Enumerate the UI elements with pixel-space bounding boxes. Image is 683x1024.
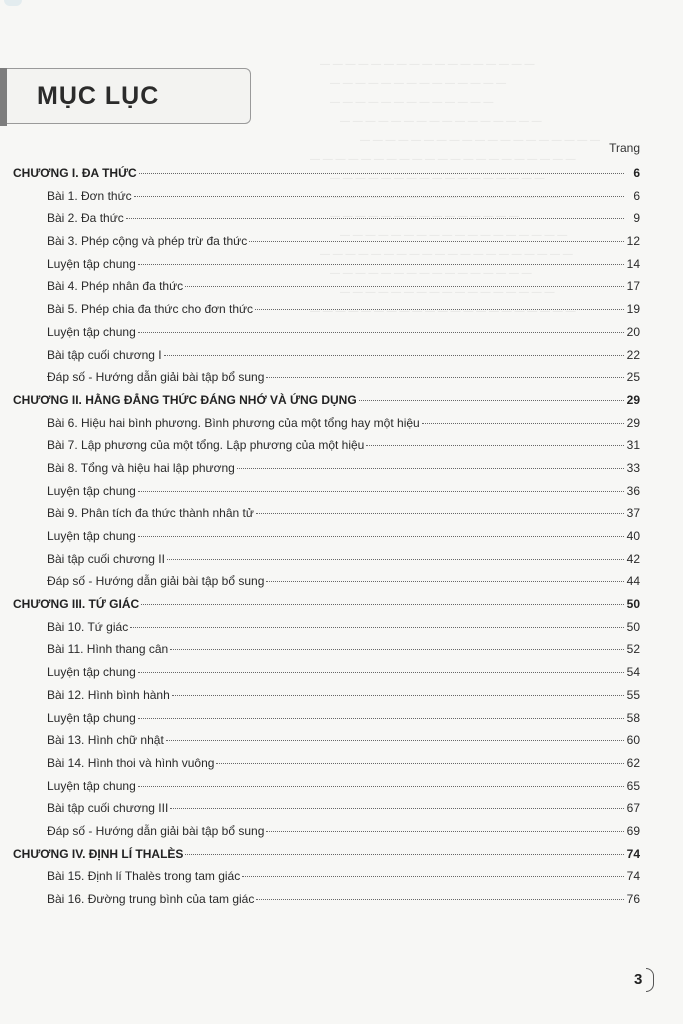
toc-entry-page: 29 (626, 392, 640, 407)
toc-entry-label: Bài tập cuối chương III (47, 801, 169, 816)
toc-lesson-entry[interactable] (13, 642, 640, 665)
toc-entry-label: CHƯƠNG III. TỨ GIÁC (13, 597, 140, 612)
toc-lesson-entry[interactable] (13, 665, 640, 688)
toc-lesson-entry[interactable] (13, 892, 640, 915)
dot-leader (138, 786, 624, 787)
toc-entry-page: 33 (626, 460, 640, 475)
toc-entry-label: Bài 14. Hình thoi và hình vuông (47, 755, 215, 770)
toc-chapter-entry[interactable] (13, 393, 640, 416)
toc-entry-label: Đáp số - Hướng dẫn giải bài tập bổ sung (47, 823, 265, 838)
toc-entry-page: 22 (626, 347, 640, 362)
toc-chapter-entry[interactable] (13, 597, 640, 620)
toc-entry-page: 69 (626, 823, 640, 838)
toc-entry-page: 44 (626, 574, 640, 589)
dot-leader (170, 808, 624, 809)
toc-lesson-entry[interactable] (13, 711, 640, 734)
page-number-bracket (646, 968, 654, 992)
toc-lesson-entry[interactable] (13, 620, 640, 643)
toc-entry-label: Bài 3. Phép cộng và phép trừ đa thức (47, 234, 248, 249)
toc-entry-page: 74 (626, 869, 640, 884)
toc-entry-label: Bài 5. Phép chia đa thức cho đơn thức (47, 302, 254, 317)
toc-entry-label: Bài 9. Phân tích đa thức thành nhân tử (47, 506, 254, 521)
dot-leader (138, 491, 624, 492)
toc-entry-page: 58 (626, 710, 640, 725)
toc-lesson-entry[interactable] (13, 234, 640, 257)
dot-leader (138, 536, 624, 537)
dot-leader (366, 445, 624, 446)
dot-leader (256, 513, 624, 514)
dot-leader (139, 173, 624, 174)
dot-leader (422, 423, 624, 424)
table-of-contents (13, 166, 640, 915)
toc-entry-label: CHƯƠNG IV. ĐỊNH LÍ THALÈS (13, 846, 184, 861)
toc-entry-label: Bài 4. Phép nhân đa thức (47, 279, 184, 294)
toc-entry-label: Luyện tập chung (47, 256, 136, 271)
toc-chapter-entry[interactable] (13, 166, 640, 189)
toc-entry-page: 29 (626, 415, 640, 430)
toc-entry-label: Bài 11. Hình thang cân (47, 642, 169, 657)
toc-entry-page: 42 (626, 551, 640, 566)
toc-entry-page: 52 (626, 642, 640, 657)
dot-leader (172, 695, 624, 696)
toc-entry-page: 76 (626, 892, 640, 906)
toc-entry-page: 25 (626, 370, 640, 385)
corner-decoration (4, 0, 22, 6)
toc-chapter-entry[interactable] (13, 847, 640, 870)
toc-entry-page: 54 (626, 665, 640, 680)
toc-entry-page: 50 (626, 597, 640, 612)
toc-entry-label: Đáp số - Hướng dẫn giải bài tập bổ sung (47, 370, 265, 385)
toc-entry-label: Bài 13. Hình chữ nhật (47, 733, 164, 748)
dot-leader (164, 355, 624, 356)
dot-leader (167, 559, 624, 560)
toc-lesson-entry[interactable] (13, 211, 640, 234)
toc-entry-label: Bài 6. Hiệu hai bình phương. Bình phương của một tổng hay một hiệu (47, 415, 420, 430)
toc-lesson-entry[interactable] (13, 348, 640, 371)
toc-lesson-entry[interactable] (13, 438, 640, 461)
toc-entry-label: CHƯƠNG II. HẰNG ĐẲNG THỨC ĐÁNG NHỚ VÀ ỨNG DỤNG (13, 392, 357, 407)
toc-lesson-entry[interactable] (13, 733, 640, 756)
dot-leader (185, 854, 624, 855)
toc-entry-page: 19 (626, 302, 640, 317)
dot-leader (266, 581, 624, 582)
toc-lesson-entry[interactable] (13, 869, 640, 892)
dot-leader (134, 196, 624, 197)
toc-entry-label: Bài 10. Tứ giác (47, 619, 129, 634)
toc-entry-page: 50 (626, 619, 640, 634)
toc-entry-page: 6 (633, 188, 640, 203)
toc-entry-label: Bài 16. Đường trung bình của tam giác (47, 892, 255, 906)
toc-entry-page: 12 (626, 234, 640, 249)
toc-lesson-entry[interactable] (13, 279, 640, 302)
toc-entry-page: 14 (626, 256, 640, 271)
toc-entry-page: 60 (626, 733, 640, 748)
dot-leader (138, 672, 624, 673)
toc-entry-page: 17 (626, 279, 640, 294)
toc-entry-label: Bài 8. Tổng và hiệu hai lập phương (47, 460, 235, 475)
toc-entry-label: Bài 2. Đa thức (47, 211, 124, 226)
toc-entry-label: Bài 7. Lập phương của một tổng. Lập phương của một hiệu (47, 438, 365, 453)
toc-lesson-entry[interactable] (13, 756, 640, 779)
toc-entry-label: Luyện tập chung (47, 710, 136, 725)
dot-leader (141, 604, 624, 605)
toc-entry-page: 55 (626, 687, 640, 702)
toc-lesson-entry[interactable] (13, 416, 640, 439)
toc-lesson-entry[interactable] (13, 506, 640, 529)
dot-leader (216, 763, 624, 764)
toc-entry-label: Luyện tập chung (47, 665, 136, 680)
toc-entry-label: Luyện tập chung (47, 778, 136, 793)
toc-lesson-entry[interactable] (13, 302, 640, 325)
title-accent-bar (0, 68, 7, 126)
toc-lesson-entry[interactable] (13, 574, 640, 597)
dot-leader (242, 876, 624, 877)
dot-leader (359, 400, 624, 401)
toc-entry-page: 36 (626, 483, 640, 498)
dot-leader (166, 740, 624, 741)
toc-entry-label: Luyện tập chung (47, 529, 136, 543)
toc-entry-label: Bài tập cuối chương II (47, 551, 165, 566)
dot-leader (126, 218, 624, 219)
toc-entry-page: 20 (626, 324, 640, 339)
toc-entry-label: Luyện tập chung (47, 324, 136, 339)
toc-entry-page: 62 (626, 755, 640, 770)
toc-lesson-entry[interactable] (13, 325, 640, 348)
page-title: MỤC LỤC (37, 82, 160, 110)
title-box (7, 68, 251, 124)
toc-lesson-entry[interactable] (13, 484, 640, 507)
toc-lesson-entry[interactable] (13, 257, 640, 280)
toc-entry-label: Bài 15. Định lí Thalès trong tam giác (47, 869, 241, 884)
toc-lesson-entry[interactable] (13, 688, 640, 711)
dot-leader (266, 831, 624, 832)
toc-entry-label: Luyện tập chung (47, 483, 136, 498)
dot-leader (138, 718, 624, 719)
toc-entry-label: Đáp số - Hướng dẫn giải bài tập bổ sung (47, 574, 265, 589)
toc-entry-label: CHƯƠNG I. ĐA THỨC (13, 166, 137, 180)
dot-leader (170, 649, 624, 650)
bleed-through-decoration: — — — — — — — — — — — — — — — — — — — — — — — — — — — — — — — — — — — — — — — — — — — — — — — — — — — — — — — — — — — — — — — — — — — — — — — — — — — — — — — — — — — — — — — — — — — — — — — — — — — — — — — — — — — — — — — — — — — — — — — — — — — — — — — — — — — — — — — — — — — — — — — — — — — — — — — — — — — — — — — — — — — — — — — — — — — — — — — — — — — — — — — — — — — — — — — — — — — — — — — — — — — — — — — — — — — — — — — — — — — — — — — — — — — — — — — — — — — — — — — — — — — (310, 59, 601, 317)
toc-lesson-entry[interactable] (13, 801, 640, 824)
dot-leader (130, 627, 624, 628)
toc-entry-page: 9 (633, 211, 640, 226)
toc-entry-label: Bài tập cuối chương I (47, 347, 162, 362)
toc-lesson-entry[interactable] (13, 370, 640, 393)
toc-lesson-entry[interactable] (13, 824, 640, 847)
toc-lesson-entry[interactable] (13, 189, 640, 212)
toc-entry-page: 37 (626, 506, 640, 521)
dot-leader (266, 377, 624, 378)
dot-leader (255, 309, 624, 310)
toc-entry-page: 6 (633, 166, 640, 180)
toc-entry-label: Bài 1. Đơn thức (47, 188, 132, 203)
toc-entry-page: 40 (626, 529, 640, 543)
toc-entry-label: Bài 12. Hình bình hành (47, 687, 170, 702)
page-column-header: Trang (609, 141, 640, 155)
dot-leader (249, 241, 624, 242)
toc-entry-page: 67 (626, 801, 640, 816)
dot-leader (138, 332, 624, 333)
dot-leader (237, 468, 624, 469)
toc-lesson-entry[interactable] (13, 461, 640, 484)
toc-lesson-entry[interactable] (13, 552, 640, 575)
toc-lesson-entry[interactable] (13, 529, 640, 552)
toc-entry-page: 65 (626, 778, 640, 793)
toc-entry-page: 31 (626, 438, 640, 453)
dot-leader (256, 899, 624, 900)
dot-leader (138, 264, 624, 265)
dot-leader (185, 286, 624, 287)
toc-entry-page: 74 (626, 846, 640, 861)
page-number: 3 (634, 971, 643, 988)
toc-lesson-entry[interactable] (13, 779, 640, 802)
